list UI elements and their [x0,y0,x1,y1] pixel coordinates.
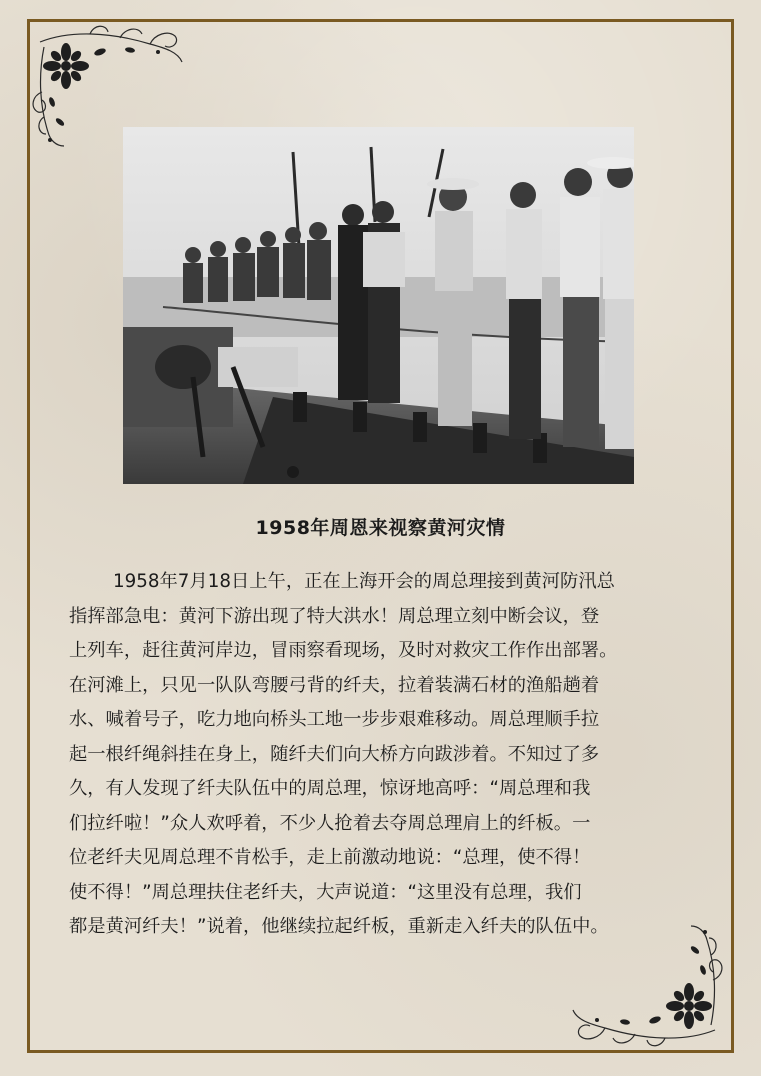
body-line: 指挥部急电：黄河下游出现了特大洪水！周总理立刻中断会议，登 [69,605,600,627]
body-line: 在河滩上，只见一队队弯腰弓背的纤夫，拉着装满石材的渔船趟着 [69,674,600,696]
body-line: 久，有人发现了纤夫队伍中的周总理，惊讶地高呼：“周总理和我 [69,778,591,799]
body-line: 位老纤夫见周总理不肯松手，走上前激动地说：“总理，使不得！ [69,847,591,868]
body-line: 1958年7月18日上午，正在上海开会的周总理接到黄河防汛总 [113,571,615,592]
historical-photo [123,127,634,484]
body-line: 起一根纤绳斜挂在身上，随纤夫们向大桥方向跋涉着。不知过了多 [69,743,600,765]
body-line: 们拉纤啦！”众人欢呼着，不少人抢着去夺周总理肩上的纤板。一 [69,812,591,834]
body-line: 水、喊着号子，吃力地向桥头工地一步步艰难移动。周总理顺手拉 [69,709,600,730]
body-line: 都是黄河纤夫！”说着，他继续拉起纤板，重新走入纤夫的队伍中。 [69,916,609,937]
body-line: 上列车，赶往黄河岸边，冒雨察看现场，及时对救灾工作作出部署。 [69,640,618,661]
body-line: 使不得！”周总理扶住老纤夫，大声说道：“这里没有总理，我们 [69,881,582,903]
body-paragraph [69,565,703,945]
page-title: 1958年周恩来视察黄河灾情 [255,517,506,539]
